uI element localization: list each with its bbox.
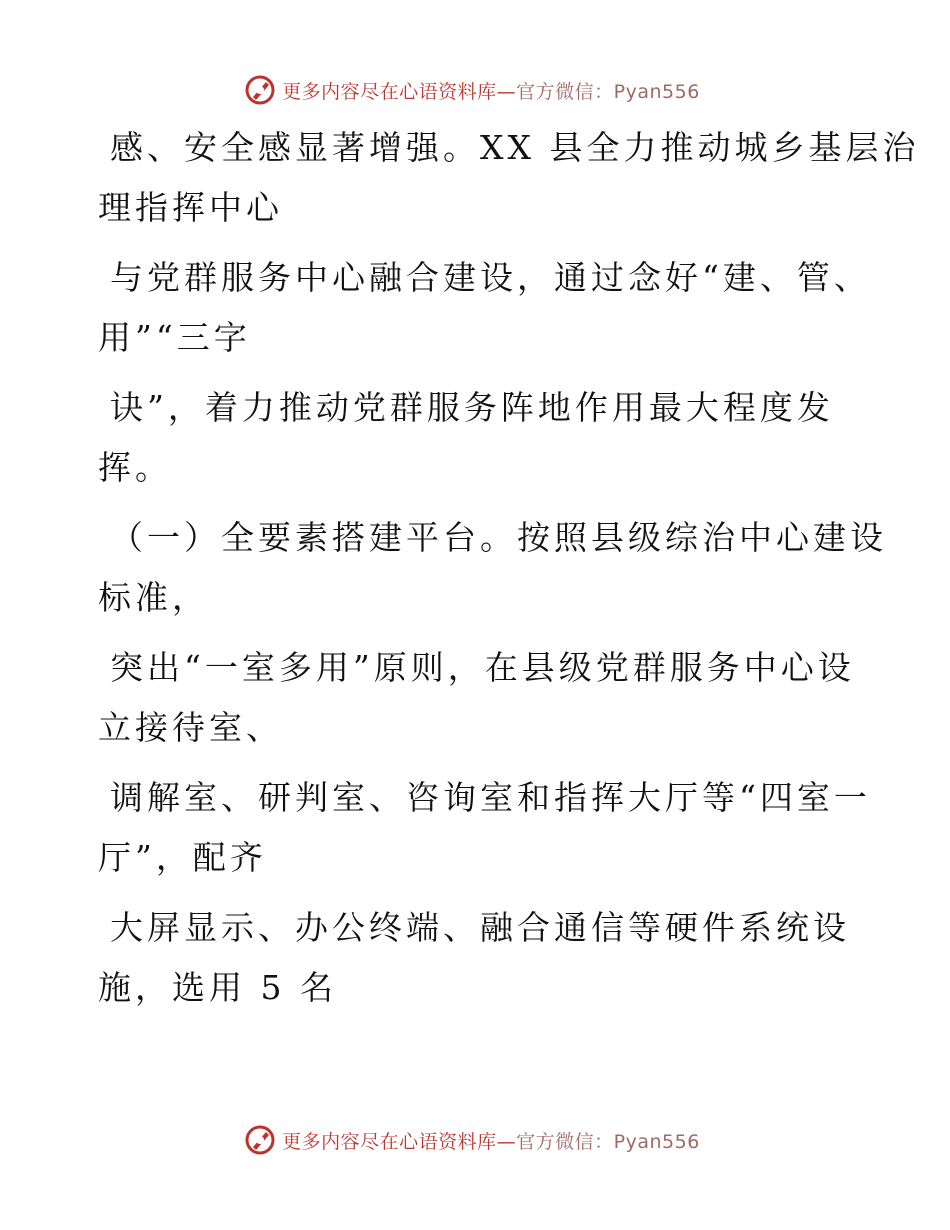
- paragraph-line: 标准，: [98, 578, 209, 617]
- paragraph-line: 立接待室、: [98, 708, 283, 747]
- paragraph: [98, 898, 878, 1018]
- paragraph-line: （一）全要素搭建平台。按照县级综治中心建设: [110, 518, 887, 557]
- paragraph-line: 大屏显示、办公终端、融合通信等硬件系统设: [110, 908, 850, 947]
- document-body: [98, 118, 920, 1018]
- header-banner-text: 更多内容尽在心语资料库—官方微信：Pyan556: [282, 80, 700, 103]
- header-banner-inner: [244, 74, 700, 106]
- paragraph: [98, 378, 878, 498]
- paragraph-line: 施，选用 5 名: [98, 968, 337, 1007]
- paragraph: [98, 248, 878, 368]
- paragraph: [98, 118, 920, 238]
- paragraph-line: 用”“三字: [98, 318, 251, 357]
- paragraph: [98, 638, 878, 758]
- paragraph-line: 挥。: [98, 448, 172, 487]
- paragraph-line: 厅”，配齐: [98, 838, 267, 877]
- paragraph-line: 诀”，着力推动党群服务阵地作用最大程度发: [110, 388, 834, 427]
- pen-logo-icon: [244, 74, 276, 106]
- footer-banner-text: 更多内容尽在心语资料库—官方微信：Pyan556: [282, 1130, 700, 1153]
- pen-logo-icon: [244, 1124, 276, 1156]
- paragraph: [98, 508, 887, 628]
- footer-banner-inner: [244, 1124, 700, 1156]
- paragraph-line: 理指挥中心: [98, 188, 283, 227]
- paragraph-line: 感、安全感显著增强。XX 县全力推动城乡基层治: [110, 128, 920, 167]
- paragraph: [98, 768, 878, 888]
- header-banner: [0, 70, 950, 110]
- footer-banner: [0, 1120, 950, 1160]
- paragraph-line: 突出“一室多用”原则，在县级党群服务中心设: [110, 648, 855, 687]
- paragraph-line: 调解室、研判室、咨询室和指挥大厅等“四室一: [110, 778, 871, 817]
- paragraph-line: 与党群服务中心融合建设，通过念好“建、管、: [110, 258, 871, 297]
